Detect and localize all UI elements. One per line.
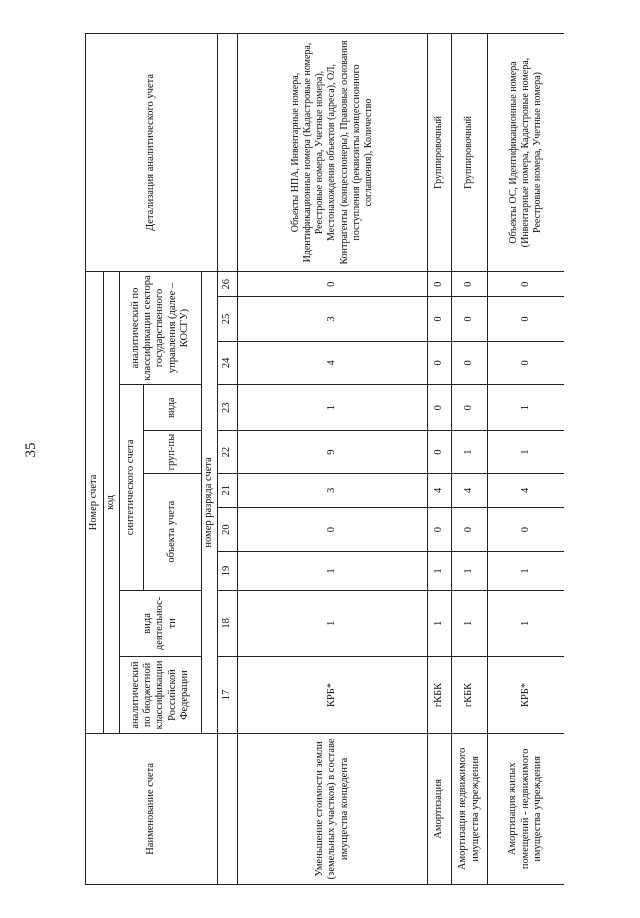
budget-code: гКБК [428, 657, 452, 734]
digit-19: 1 [428, 552, 452, 590]
detail-text: Группировочный [428, 34, 452, 272]
column-number: 22 [218, 431, 238, 473]
account-name: Уменьшение стоимости земли (земельных участков) в составе имущества концедента [238, 733, 428, 884]
digit-20: 0 [428, 508, 452, 552]
analytic-accounts-table [85, 33, 564, 885]
digit-26: 0 [428, 272, 452, 297]
digit-23: 1 [238, 385, 428, 431]
page-number: 35 [23, 442, 39, 458]
column-number: 23 [218, 385, 238, 431]
digit-19: 1 [452, 552, 488, 590]
digit-26: 0 [488, 272, 565, 297]
digit-24: 0 [488, 341, 565, 384]
digit-19: 1 [488, 552, 565, 590]
detail-text: Группировочный [452, 34, 488, 272]
digit-25: 0 [488, 297, 565, 341]
account-name: Амортизация недвижимого имущества учреждения [452, 733, 488, 884]
digit-22: 1 [488, 431, 565, 473]
digit-22: 1 [452, 431, 488, 473]
digit-24: 4 [238, 341, 428, 384]
column-number: 20 [218, 508, 238, 552]
digit-26: 0 [452, 272, 488, 297]
digit-22: 0 [428, 431, 452, 473]
digit-24: 0 [428, 341, 452, 384]
column-number: 19 [218, 552, 238, 590]
header-group: груп-пы [144, 431, 202, 473]
budget-code: КРБ* [488, 657, 565, 734]
column-number: 25 [218, 297, 238, 341]
digit-23: 0 [452, 385, 488, 431]
header-synthetic: синтетического счета [120, 385, 144, 591]
header-code: код [104, 272, 120, 734]
header-account-object: объекта учета [144, 473, 202, 590]
column-number: 26 [218, 272, 238, 297]
header-kind: вида [144, 385, 202, 431]
digit-24: 0 [452, 341, 488, 384]
detail-text: Объекты НПА, Инвентарные номера, Идентификационные номера (Кадастровые номера, Реестровые номера, Учетные номера), Местонахождения объектов (адреса), ОЛ, Контрагенты (концессионеры), Правовые основания поступления (реквизиты концессионного соглашения), Количество [238, 34, 428, 272]
table-row [488, 34, 565, 885]
activity-code: 1 [238, 590, 428, 657]
column-number: 17 [218, 657, 238, 734]
detail-text: Объекты ОС, Идентификационные номера (Инвентарные номера, Кадастровые номера, Реестровые номера, Учетные номера) [488, 34, 565, 272]
rotated-table-page [85, 33, 564, 885]
digit-19: 1 [238, 552, 428, 590]
digit-25: 0 [452, 297, 488, 341]
digit-21: 4 [488, 473, 565, 507]
budget-code: гКБК [452, 657, 488, 734]
table-row [452, 34, 488, 885]
column-number: 18 [218, 590, 238, 657]
digit-25: 3 [238, 297, 428, 341]
header-account-name: Наименование счета [86, 733, 218, 884]
account-name: Амортизация [428, 733, 452, 884]
activity-code: 1 [488, 590, 565, 657]
header-budget-classification: аналитический по бюджетной классификации Российской Федерации [120, 657, 202, 734]
header-account-number: Номер счета [86, 272, 104, 734]
account-name: Амортизация жилых помещений - недвижимого имущества учреждения [488, 733, 565, 884]
header-kosgu: аналитический по классификации сектора государственного управления (далее – КОСГУ) [120, 272, 202, 385]
table-row [238, 34, 428, 885]
digit-20: 0 [238, 508, 428, 552]
rotated-table-frame [85, 33, 564, 885]
header-digit-number: номер разряда счета [202, 272, 218, 734]
digit-21: 4 [452, 473, 488, 507]
header-detail: Детализация аналитического учета [86, 34, 218, 272]
budget-code: КРБ* [238, 657, 428, 734]
column-number: 24 [218, 341, 238, 384]
digit-23: 0 [428, 385, 452, 431]
digit-21: 4 [428, 473, 452, 507]
column-number: 21 [218, 473, 238, 507]
digit-26: 0 [238, 272, 428, 297]
activity-code: 1 [452, 590, 488, 657]
digit-20: 0 [452, 508, 488, 552]
digit-23: 1 [488, 385, 565, 431]
activity-code: 1 [428, 590, 452, 657]
table-row [428, 34, 452, 885]
column-number-blank [218, 34, 238, 272]
digit-22: 9 [238, 431, 428, 473]
digit-25: 0 [428, 297, 452, 341]
header-activity-type: вида деятельнос-ти [120, 590, 202, 657]
column-number-blank [218, 733, 238, 884]
digit-20: 0 [488, 508, 565, 552]
digit-21: 3 [238, 473, 428, 507]
